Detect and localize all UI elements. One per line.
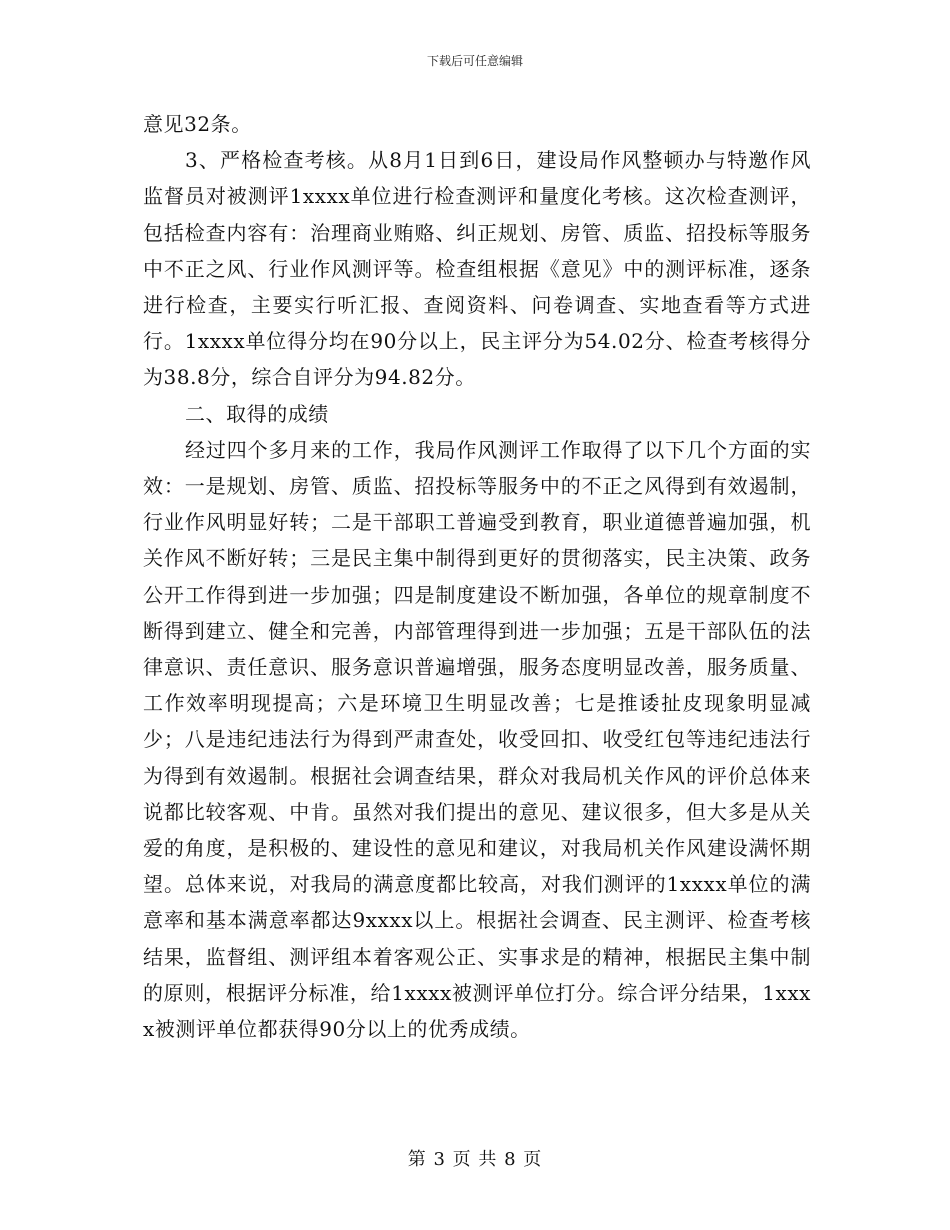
page-number-middle: 页 共 <box>452 1149 498 1170</box>
page-header: 下载后可任意编辑 <box>426 54 523 68</box>
paragraph-inspection-assessment: 3、严格检查考核。从8月1日到6日，建设局作风整顿办与特邀作风监督员对被测评1xxxx单位进行检查测评和量度化考核。这次检查测评，包括检查内容有：治理商业贿赂、纠正规划、房管、质监、招投标等服务中不正之风、行业作风测评等。检查组根据《意见》中的测评标准，逐条进行检查，主要实行听汇报、查阅资料、问卷调查、实地查看等方式进行。1xxxx单位得分均在90分以上，民主评分为54.02分、检查考核得分为38.8分，综合自评分为94.82分。 <box>143 148 811 390</box>
total-page-number: 8 <box>504 1149 517 1170</box>
page-number-prefix: 第 <box>407 1149 427 1170</box>
paragraph-continuation: 意见32条。 <box>143 112 252 136</box>
section-heading-achievements: 二、取得的成绩 <box>185 401 329 426</box>
document-body <box>143 106 811 1047</box>
paragraph-achievements: 经过四个多月来的工作，我局作风测评工作取得了以下几个方面的实效：一是规划、房管、质监、招投标等服务中的不正之风得到有效遏制，行业作风明显好转；二是干部职工普遍受到教育，职业道德普遍加强，机关作风不断好转；三是民主集中制得到更好的贯彻落实，民主决策、政务公开工作得到进一步加强；四是制度建设不断加强，各单位的规章制度不断得到建立、健全和完善，内部管理得到进一步加强；五是干部队伍的法律意识、责任意识、服务意识普遍增强，服务态度明显改善，服务质量、工作效率明现提高；六是环境卫生明显改善；七是推诿扯皮现象明显减少；八是违纪违法行为得到严肃查处，收受回扣、收受红包等违纪违法行为得到有效遏制。根据社会调查结果，群众对我局机关作风的评价总体来说都比较客观、中肯。虽然对我们提出的意见、建议很多，但大多是从关爱的角度，是积极的、建设性的意见和建议，对我局机关作风建设满怀期望。总体来说，对我局的满意度都比较高，对我们测评的1xxxx单位的满意率和基本满意率都达9xxxx以上。根据社会调查、民主测评、检查考核结果，监督组、测评组本着客观公正、实事求是的精神，根据民主集中制的原则，根据评分标准，给1xxxx被测评单位打分。综合评分结果，1xxxx被测评单位都获得90分以上的优秀成绩。 <box>143 437 811 1042</box>
page-number-suffix: 页 <box>523 1149 543 1170</box>
page-footer <box>0 1148 950 1172</box>
current-page-number: 3 <box>433 1149 446 1170</box>
